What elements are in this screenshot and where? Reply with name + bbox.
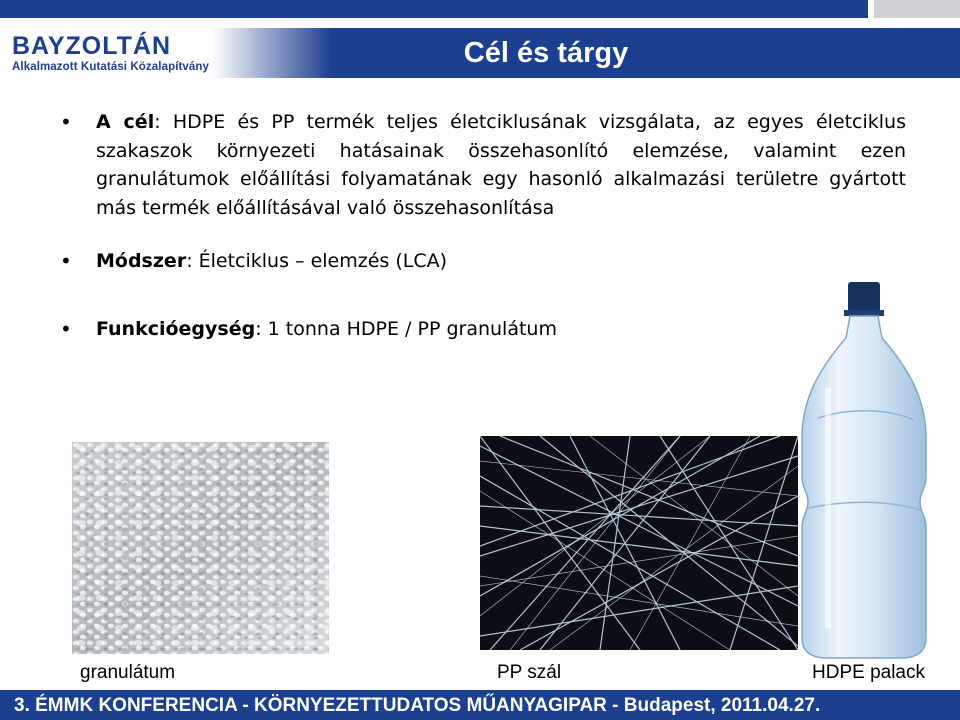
bullet-method-lead: Módszer xyxy=(96,250,187,273)
bullet-method-text: : Életciklus – elemzés (LCA) xyxy=(186,250,448,273)
bullet-goal-text: : HDPE és PP termék teljes életciklusának vizsgálata, az egyes életciklus szakaszok környezeti hatásainak összehasonlító elemzése, valamint ezen granulátumok előállítási folyamatának egy hasonló alkalmazási területre gyártott más termék előállításával való összehasonlítása xyxy=(96,111,906,219)
top-decor-bar xyxy=(0,0,868,18)
footer-band xyxy=(0,690,960,720)
bullet-functional-unit-lead: Funkcióegység xyxy=(96,317,256,340)
granulate-pellets-icon xyxy=(72,442,329,654)
bullet-goal xyxy=(60,108,906,222)
bullet-list xyxy=(60,108,906,344)
pp-fiber-icon xyxy=(480,436,798,650)
granulate-image xyxy=(72,442,329,654)
hdpe-bottle-image xyxy=(798,278,958,660)
logo-title: BAYZOLTÁN xyxy=(12,32,171,60)
bayzoltan-logo xyxy=(10,30,210,78)
top-decor-bar-grey xyxy=(874,0,960,18)
caption-pp-fiber: PP szál xyxy=(497,662,562,683)
bullet-functional-unit-text: : 1 tonna HDPE / PP granulátum xyxy=(255,317,557,340)
bullet-functional-unit xyxy=(60,315,906,344)
slide-title: Cél és tárgy xyxy=(463,37,629,69)
footer-conference-text: 3. ÉMMK KONFERENCIA - KÖRNYEZETTUDATOS MŰANYAGIPAR - Budapest, 2011.04.27. xyxy=(14,695,821,716)
pp-fiber-image xyxy=(480,436,798,650)
bottle-icon xyxy=(798,278,958,660)
caption-granulate: granulátum xyxy=(80,662,176,683)
bullet-method xyxy=(60,247,906,276)
caption-hdpe-bottle: HDPE palack xyxy=(812,662,925,683)
bullet-goal-lead: A cél xyxy=(96,111,155,133)
logo-subtitle: Alkalmazott Kutatási Közalapítvány xyxy=(12,61,210,73)
